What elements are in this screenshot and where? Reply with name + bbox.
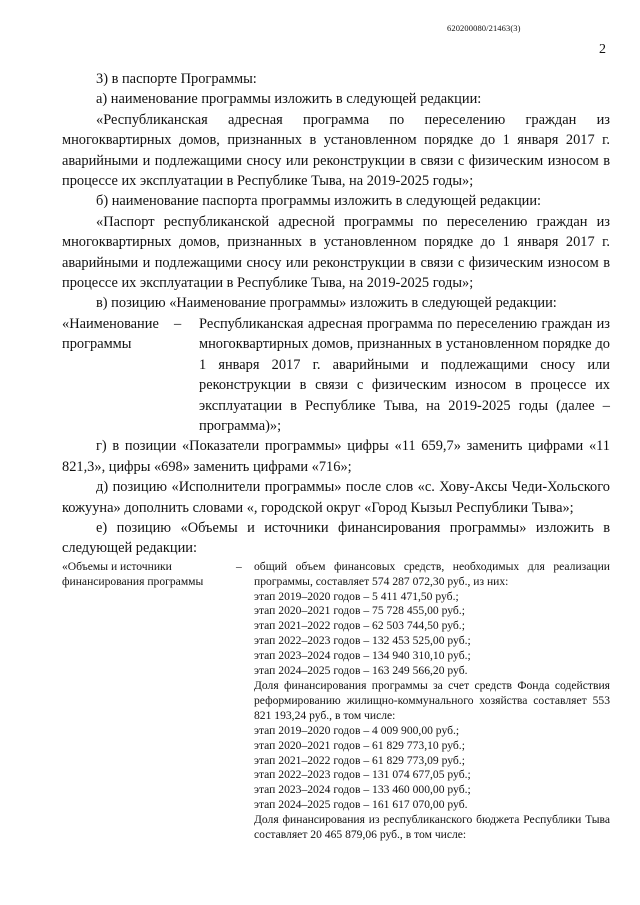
document-body xyxy=(62,69,610,843)
paragraph-a: а) наименование программы изложить в следующей редакции: xyxy=(96,91,482,108)
paragraph-passport-name: «Паспорт республиканской адресной программы по переселению граждан из многоквартирных домов, признанных в установленном порядке до 1 января 2017 г. аварийными и подлежащими сносу или реконструкции в связи с физическим износом в процессе их эксплуатации в Республике Тыва, на 2019-2025 годы»; xyxy=(62,213,610,292)
finance-line: этап 2021–2022 годов – 61 829 773,09 руб.; xyxy=(254,753,465,767)
paragraph-v: в) позицию «Наименование программы» изложить в следующей редакции: xyxy=(96,295,557,312)
finance-position-label: «Объемы и источники финансирования программы xyxy=(62,559,204,588)
finance-line: этап 2024–2025 годов – 163 249 566,20 руб. xyxy=(254,664,468,678)
paragraph-d: д) позицию «Исполнители программы» после слов «с. Хову-Аксы Чеди-Хольского кожууна» дополнить словами «, городской округ «Город Кызыл Республики Тыва»; xyxy=(62,479,610,516)
name-position-row xyxy=(62,314,610,436)
finance-line: общий объем финансовых средств, необходимых для реализации программы, составляет 574 287 072,30 руб., из них: xyxy=(254,559,610,588)
finance-line: этап 2019–2020 годов – 4 009 900,00 руб.; xyxy=(254,723,460,737)
finance-line: этап 2020–2021 годов – 75 728 455,00 руб.; xyxy=(254,604,465,618)
page-number: 2 xyxy=(599,42,606,57)
finance-line: этап 2020–2021 годов – 61 829 773,10 руб.; xyxy=(254,738,465,752)
finance-position-dash: – xyxy=(236,559,242,573)
paragraph-b: б) наименование паспорта программы изложить в следующей редакции: xyxy=(96,193,542,210)
finance-line: этап 2021–2022 годов – 62 503 744,50 руб.; xyxy=(254,619,465,633)
finance-line: этап 2023–2024 годов – 133 460 000,00 руб.; xyxy=(254,783,471,797)
finance-line: этап 2019–2020 годов – 5 411 471,50 руб.; xyxy=(254,589,459,603)
document-id: 620200080/21463(3) xyxy=(447,23,521,33)
finance-line: этап 2024–2025 годов – 161 617 070,00 руб. xyxy=(254,798,468,812)
paragraph-passport-intro: 3) в паспорте Программы: xyxy=(96,71,257,87)
finance-line: этап 2023–2024 годов – 134 940 310,10 руб.; xyxy=(254,649,471,663)
paragraph-program-name: «Республиканская адресная программа по переселению граждан из многоквартирных домов, признанных в установленном порядке до 1 января 2017 г. аварийными и подлежащими сносу или реконструкции в связи с физическим износом в процессе их эксплуатации в Республике Тыва, на 2019-2025 годы»; xyxy=(62,111,610,190)
finance-line: этап 2022–2023 годов – 131 074 677,05 руб.; xyxy=(254,768,471,782)
finance-line: Доля финансирования из республиканского бюджета Республики Тыва составляет 20 465 879,06 руб., в том числе: xyxy=(254,813,610,842)
name-position-label: «Наименование программы xyxy=(62,315,159,353)
finance-line: этап 2022–2023 годов – 132 453 525,00 руб.; xyxy=(254,634,471,648)
finance-line: Доля финансирования программы за счет средств Фонда содействия реформированию жилищно-коммунального хозяйства составляет 553 821 193,24 руб., в том числе: xyxy=(254,679,610,722)
name-position-dash: – xyxy=(174,315,182,332)
finance-position-value xyxy=(254,560,610,843)
name-position-value: Республиканская адресная программа по переселению граждан из многоквартирных домов, признанных в установленном порядке до 1 января 2017 г. аварийными и подлежащими сносу или реконструкции в связи с физическим износом в процессе их эксплуатации в Республике Тыва, на 2019-2025 годы (далее – программа)»; xyxy=(199,315,610,434)
paragraph-e: е) позицию «Объемы и источники финансирования программы» изложить в следующей редакции: xyxy=(62,519,610,557)
paragraph-g: г) в позиции «Показатели программы» цифры «11 659,7» заменить цифрами «11 821,3», цифры «698» заменить цифрами «716»; xyxy=(62,438,610,475)
finance-position-row xyxy=(62,560,610,843)
